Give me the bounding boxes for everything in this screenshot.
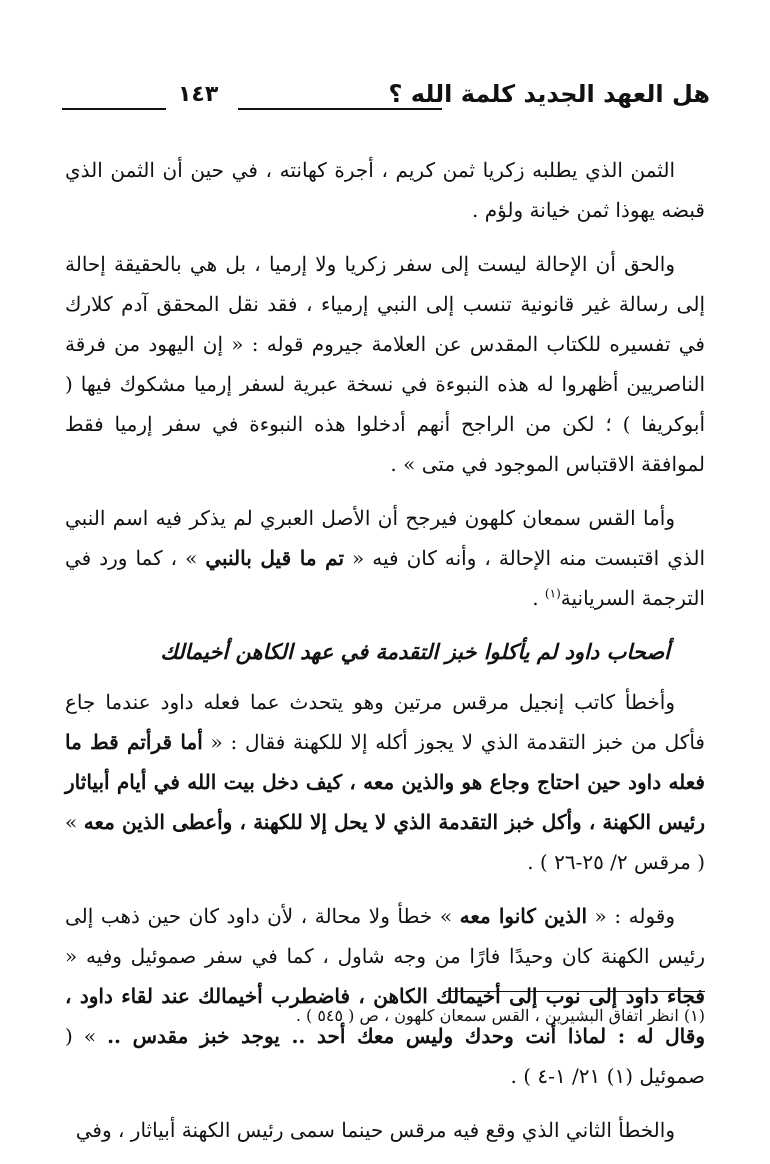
paragraph-5 [65, 896, 705, 1096]
footnote: (١) انظر اتفاق البشيرين ، القس سمعان كلهون ، ص ( ٥٤٥ ) . [295, 1006, 705, 1025]
paragraph-5-citation: » ( صموئيل (١) ٢١/ ١-٤ ) . [65, 1024, 705, 1088]
running-title: هل العهد الجديد كلمة الله ؟ [388, 80, 710, 108]
paragraph-5-text-2: » خطأ ولا محالة ، لأن داود كان حين ذهب إلى رئيس الكهنة كان وحيدًا فارًا من وجه شاول ، كما في سفر صموئيل وفيه « [65, 904, 705, 968]
paragraph-3-text-2: » ، كما ورد في الترجمة السريانية [65, 546, 705, 610]
page-number: ١٤٣ [178, 82, 219, 107]
paragraph-4-text: وأخطأ كاتب إنجيل مرقس مرتين وهو يتحدث عما فعله داود عندما جاع فأكل من خبز التقدمة الذي لا يجوز أكله إلا للكهنة فقال : « [65, 690, 705, 754]
paragraph-2: والحق أن الإحالة ليست إلى سفر زكريا ولا إرميا ، بل هي بالحقيقة إحالة إلى رسالة غير قانونية تنسب إلى النبي إرمياء ، فقد نقل المحقق آدم كلارك في تفسيره للكتاب المقدس عن العلامة جيروم قوله : « إن اليهود من فرقة الناصريين أظهروا له هذه النبوءة في نسخة عبرية لسفر إرميا مشكوك فيها ( أبوكريفا ) ؛ لكن من الراجح أنهم أدخلوا هذه النبوءة في سفر إرميا فقط لموافقة الاقتباس الموجود في متى » . [65, 252, 705, 476]
paragraph-3 [65, 498, 705, 618]
paragraph-1: الثمن الذي يطلبه زكريا ثمن كريم ، أجرة كهانته ، في حين أن الثمن الذي قبضه يهوذا ثمن خيانة ولؤم . [65, 158, 705, 222]
paragraph-5-quote-2: فجاء داود إلى نوب إلى أخيمالك الكاهن ، فاضطرب أخيمالك عند لقاء داود ، وقال له : لماذا أنت وحدك وليس معك أحد .. يوجد خبز مقدس .. [65, 984, 705, 1048]
header-rule-short [62, 108, 166, 110]
paragraph-3-quote: تم ما قيل بالنبي [205, 546, 345, 570]
paragraph-4-citation: » ( مرقس ٢/ ٢٥-٢٦ ) . [65, 810, 705, 874]
paragraph-5-quote-1: الذين كانوا معه [459, 904, 588, 928]
header-rule [238, 108, 442, 110]
paragraph-4-quote: أما قرأتم قط ما فعله داود حين احتاج وجاع هو والذين معه ، كيف دخل بيت الله في أيام أبياثار رئيس الكهنة ، وأكل خبز التقدمة الذي لا يحل إلا للكهنة ، وأعطى الذين معه [65, 730, 706, 834]
paragraph-3-end: . [532, 586, 545, 610]
running-header [60, 78, 710, 118]
paragraph-4 [65, 682, 705, 882]
footnote-ref: (١) [544, 586, 561, 601]
paragraph-5-text: وقوله : « [587, 904, 675, 928]
paragraph-3-text: وأما القس سمعان كلهون فيرجح أن الأصل العبري لم يذكر فيه اسم النبي الذي اقتبست منه الإحالة ، وأنه كان فيه « [65, 506, 706, 570]
paragraph-6: والخطأ الثاني الذي وقع فيه مرقس حينما سمى رئيس الكهنة أبياثار ، وفي [75, 1118, 675, 1142]
footnote-separator [445, 991, 705, 992]
section-heading: أصحاب داود لم يأكلوا خبز التقدمة في عهد الكاهن أخيمالك [160, 640, 670, 664]
